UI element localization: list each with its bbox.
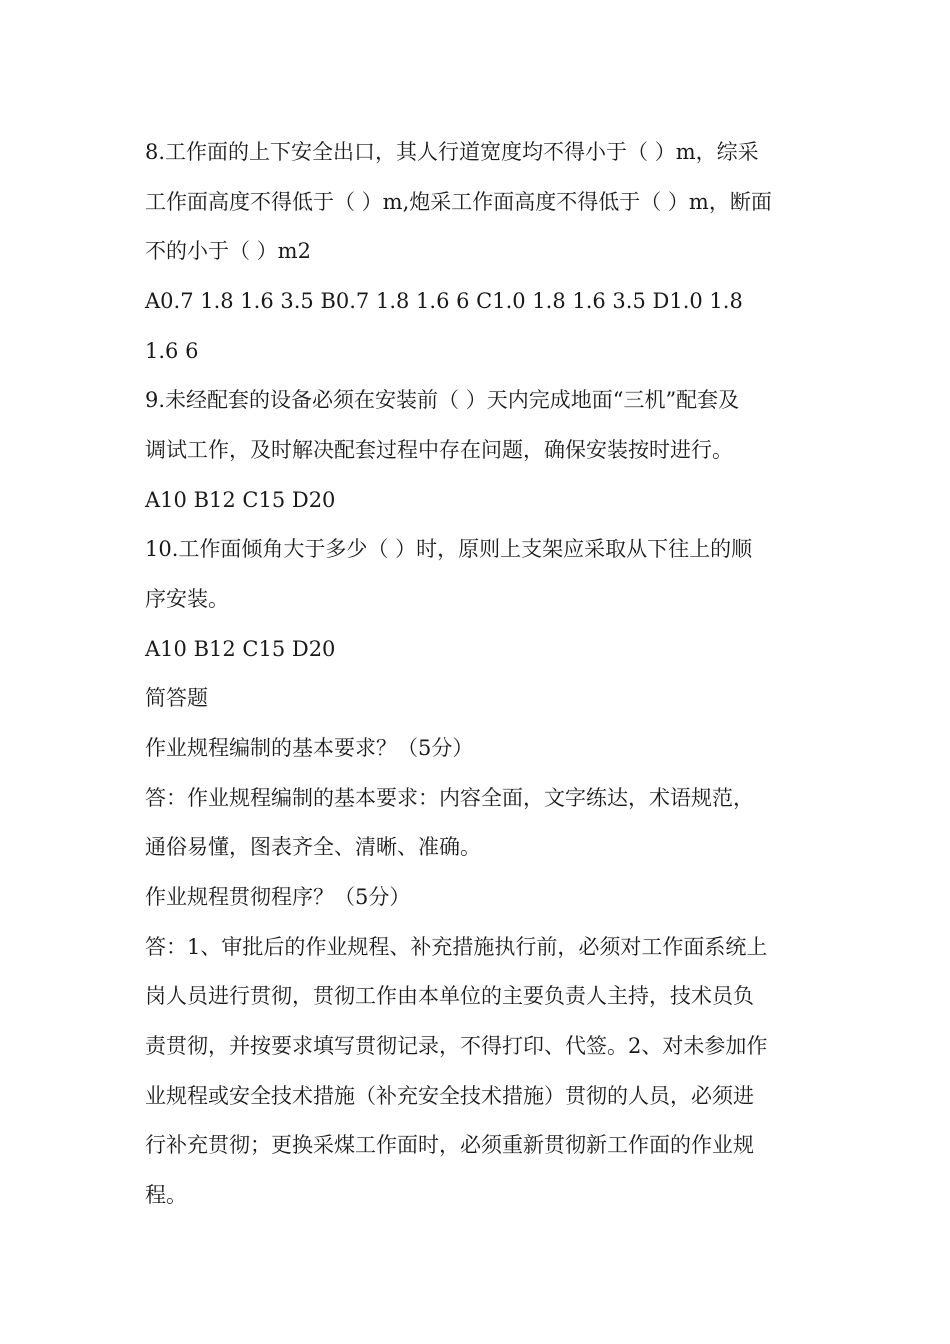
answer-2-line-4: 业规程或安全技术措施（补充安全技术措施）贯彻的人员，必须进: [145, 1084, 754, 1108]
q9-options: A10 B12 C15 D20: [145, 488, 336, 512]
answer-2-line-3: 责贯彻，并按要求填写贯彻记录，不得打印、代签。2、对未参加作: [145, 1034, 768, 1058]
q8-line-1: 8.工作面的上下安全出口，其人行道宽度均不得小于（ ）m，综采: [145, 140, 759, 164]
answer-2-line-6: 程。: [145, 1183, 187, 1207]
answer-1-line-2: 通俗易懂，图表齐全、清晰、准确。: [145, 835, 481, 859]
answer-2-line-5: 行补充贯彻；更换采煤工作面时，必须重新贯彻新工作面的作业规: [145, 1133, 754, 1157]
q10-line-1: 10.工作面倾角大于多少（ ）时，原则上支架应采取从下往上的顺: [145, 537, 753, 561]
q9-line-1: 9.未经配套的设备必须在安装前（ ）天内完成地面“三机”配套及: [145, 388, 740, 412]
q8-line-3: 不的小于（ ）m2: [145, 239, 311, 263]
q10-options: A10 B12 C15 D20: [145, 637, 336, 661]
q9-line-2: 调试工作，及时解决配套过程中存在问题，确保安装按时进行。: [145, 438, 733, 462]
answer-1-line-1: 答：作业规程编制的基本要求：内容全面，文字练达，术语规范，: [145, 786, 754, 810]
answer-2-line-2: 岗人员进行贯彻，贯彻工作由本单位的主要负责人主持，技术员负: [145, 984, 754, 1008]
section-heading: 简答题: [145, 686, 208, 710]
q10-line-2: 序安装。: [145, 587, 229, 611]
q8-options-line-1: A0.7 1.8 1.6 3.5 B0.7 1.8 1.6 6 C1.0 1.8 1.6 3.5 D1.0 1.8: [145, 289, 743, 313]
answer-2-line-1: 答：1、审批后的作业规程、补充措施执行前，必须对工作面系统上: [145, 935, 768, 959]
q8-options-line-2: 1.6 6: [145, 339, 199, 363]
q8-line-2: 工作面高度不得低于（ ）m,炮采工作面高度不得低于（ ）m，断面: [145, 190, 772, 214]
short-question-1: 作业规程编制的基本要求？（5分）: [145, 736, 474, 760]
short-question-2: 作业规程贯彻程序？（5分）: [145, 885, 411, 909]
